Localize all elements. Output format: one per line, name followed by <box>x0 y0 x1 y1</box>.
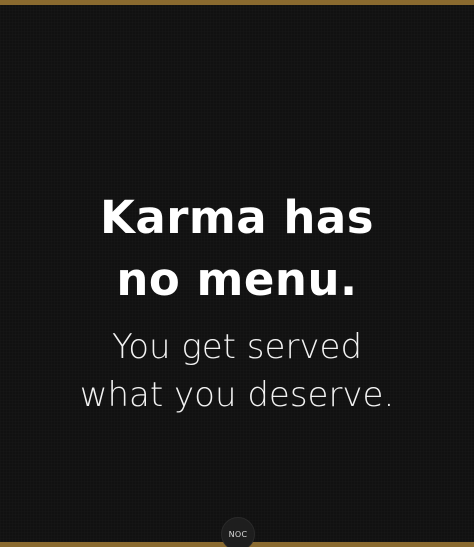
quote-headline <box>0 187 474 311</box>
subline-line-1: You get served <box>111 327 363 367</box>
headline-line-2: no menu. <box>116 253 358 306</box>
headline-line-1: Karma has <box>99 191 375 244</box>
quote-subline <box>0 323 474 419</box>
brand-logo: NOC <box>221 517 255 547</box>
subline-line-2: what you deserve. <box>79 375 395 415</box>
